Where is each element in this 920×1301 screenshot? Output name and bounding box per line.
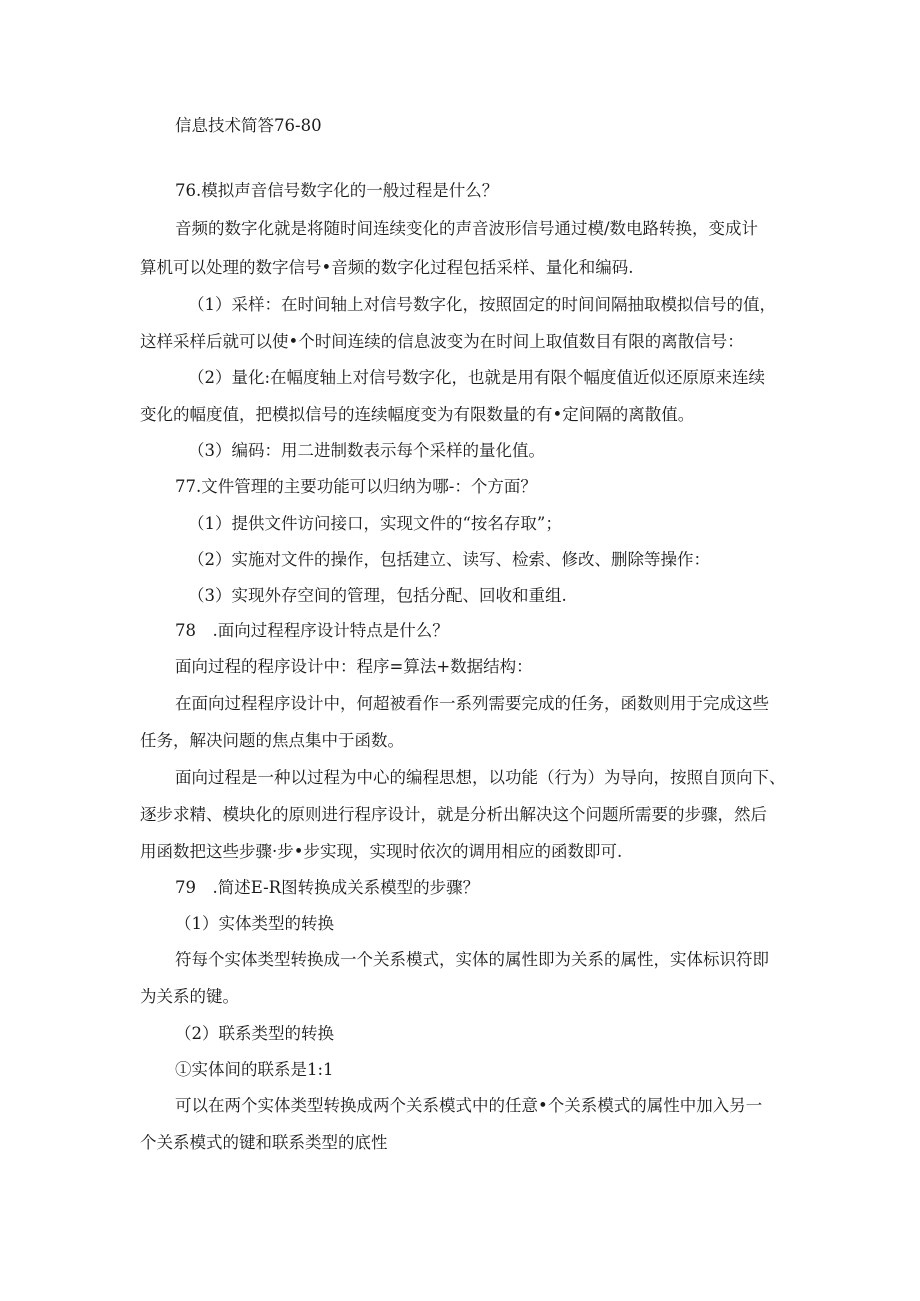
paragraph-line: 个关系模式的键和联系类型的底性 <box>140 1133 388 1152</box>
paragraph-line: （1）采样：在时间轴上对信号数字化，按照固定的时间间隔抽取模拟信号的值， <box>188 295 776 314</box>
paragraph-line: 音频的数字化就是将随时间连续变化的声音波形信号通过模/数电路转换，变成计 <box>175 219 759 238</box>
paragraph-line: 算机可以处理的数字信号•音频的数字化过程包括采样、量化和编码. <box>140 258 634 277</box>
paragraph-line: （1）提供文件访问接口，实现文件的“按名存取”； <box>188 514 562 533</box>
paragraph-line: 用函数把这些步骤·步•步实现，实现时依次的调用相应的函数即可. <box>140 842 623 861</box>
paragraph-line: 逐步求精、模块化的原则进行程序设计，就是分析出解决这个问题所需要的步骤，然后 <box>140 805 767 824</box>
document-title: 信息技术简答76-80 <box>175 116 322 135</box>
paragraph-line: 符每个实体类型转换成一个关系模式，实体的属性即为关系的属性，实体标识符即 <box>175 950 769 969</box>
paragraph-line: 在面向过程程序设计中，何超被看作一系列需要完成的任务，函数则用于完成这些 <box>175 694 769 713</box>
paragraph-line: （1）实体类型的转换 <box>175 914 334 933</box>
paragraph-line: 面向过程是一种以过程为中心的编程思想，以功能（行为）为导向，按照自顶向下、 <box>175 768 786 787</box>
paragraph-line: （2）量化:在幅度轴上对信号数字化，也就是用有限个幅度值近似还原原来连续 <box>188 368 766 387</box>
paragraph-line: 为关系的键。 <box>140 987 239 1006</box>
question-77: 77.文件管理的主要功能可以归纳为哪-：个方面？ <box>175 477 537 496</box>
paragraph-line: 面向过程的程序设计中：程序=算法+数据结构： <box>175 657 533 676</box>
question-79: 79 .简述E-R图转换成关系模型的步骤？ <box>175 878 480 897</box>
question-76: 76.模拟声音信号数字化的一般过程是什么？ <box>175 181 499 200</box>
question-78: 78 .面向过程程序设计特点是什么？ <box>175 621 449 640</box>
paragraph-line: （3）编码：用二进制数表示每个采样的量化值。 <box>188 441 545 460</box>
paragraph-line: 可以在两个实体类型转换成两个关系模式中的任意•个关系模式的属性中加入另一 <box>175 1096 763 1115</box>
paragraph-line: ①实体间的联系是1:1 <box>175 1060 334 1079</box>
paragraph-line: 变化的幅度值，把模拟信号的连续幅度变为有限数量的有•定间隔的离散值。 <box>140 405 695 424</box>
paragraph-line: 任务，解决问题的焦点集中于函数。 <box>140 731 404 750</box>
paragraph-line: （2）实施对文件的操作，包括建立、读写、检索、修改、删除等操作： <box>188 550 710 569</box>
paragraph-line: 这样采样后就可以使•个时间连续的信息波变为在时间上取值数目有限的离散信号： <box>140 332 744 351</box>
paragraph-line: （3）实现外存空间的管理，包括分配、回收和重组. <box>188 586 567 605</box>
paragraph-line: （2）联系类型的转换 <box>175 1024 334 1043</box>
